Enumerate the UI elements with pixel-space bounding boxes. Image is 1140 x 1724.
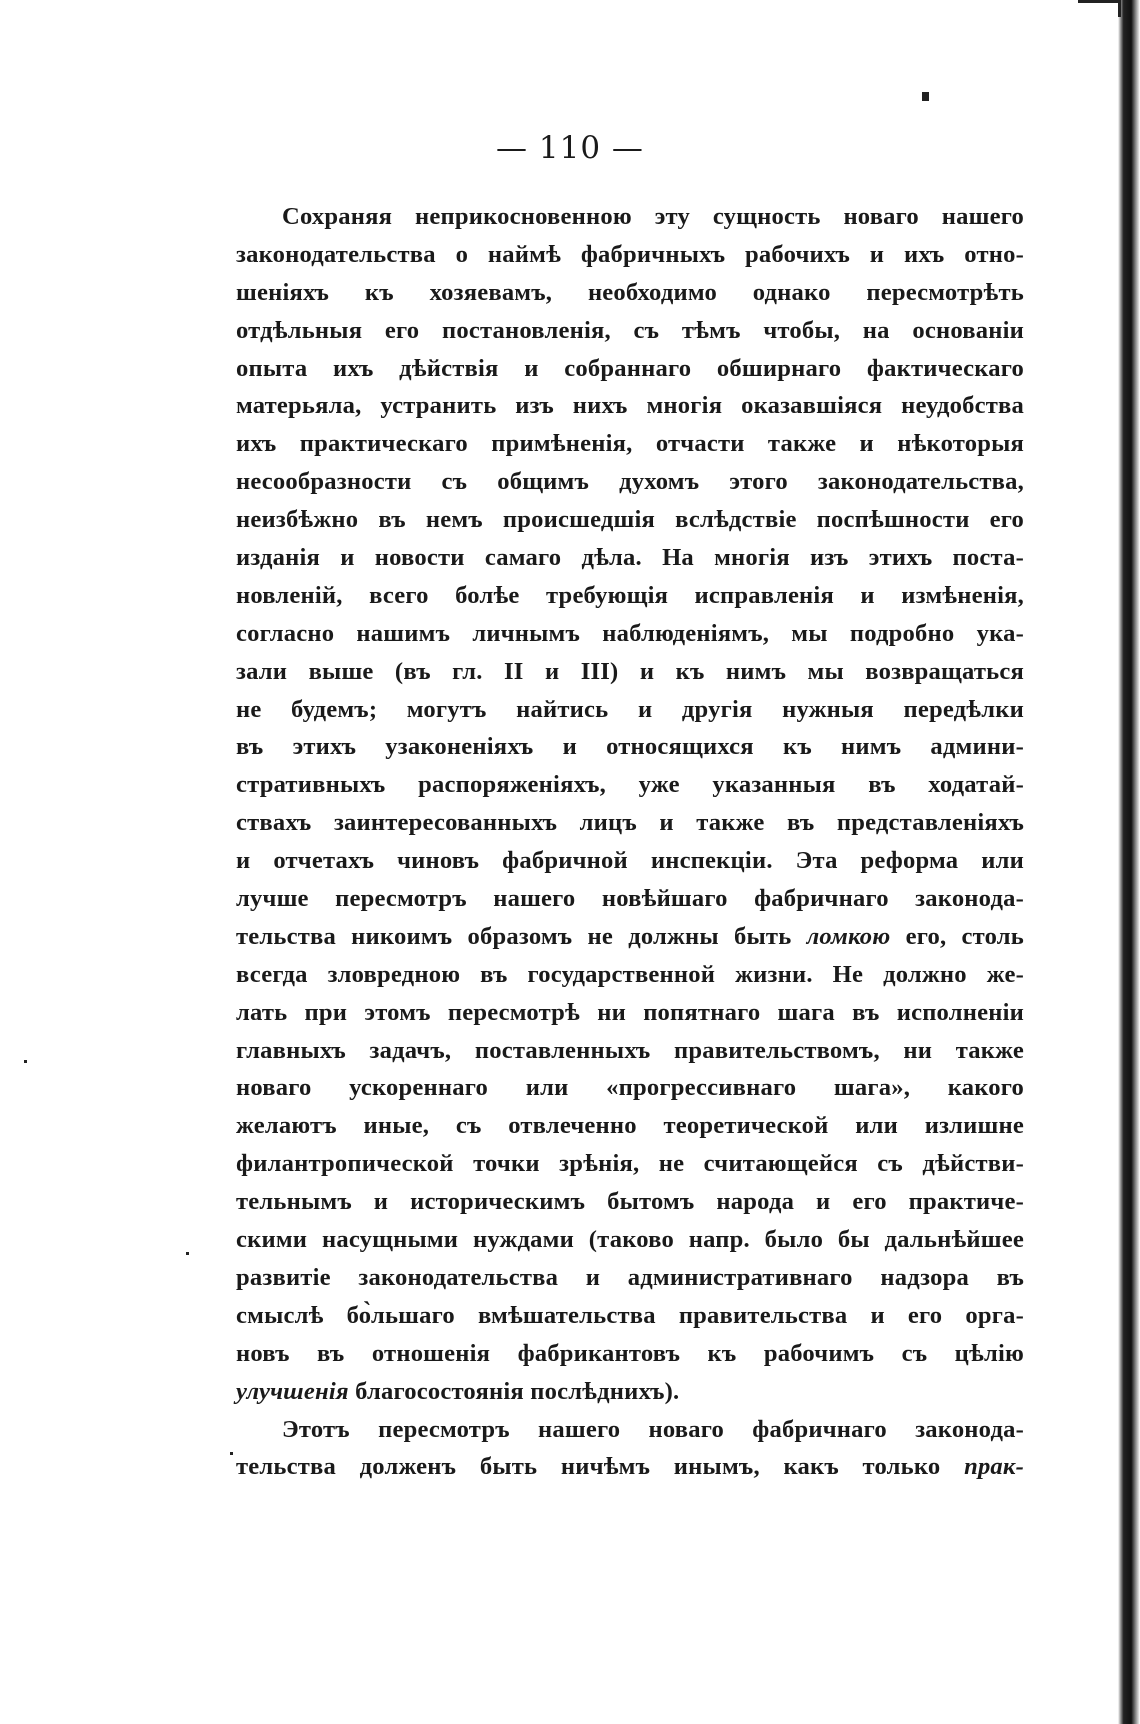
text-line: Сохраняя неприкосновенною эту сущность новаго нашего bbox=[282, 203, 1024, 230]
italic-word: прак- bbox=[964, 1453, 1024, 1481]
text-line: смыслѣ бо̀льшаго вмѣшательства правительства и его орга- bbox=[236, 1301, 1024, 1329]
text-line: новленій, всего болѣе требующія исправленія и измѣненія, bbox=[236, 581, 1024, 609]
text-line: ихъ практическаго примѣненія, отчасти также и нѣкоторыя bbox=[236, 430, 1024, 458]
text-line: новаго ускореннаго или «прогрессивнаго шага», какого bbox=[236, 1074, 1024, 1102]
text-line: лучше пересмотръ нашего новѣйшаго фабричнаго законода- bbox=[236, 885, 1024, 913]
text-line: опыта ихъ дѣйствія и собраннаго обширнаго фактическаго bbox=[236, 354, 1024, 382]
ink-speck bbox=[24, 1060, 27, 1063]
text-line: и отчетахъ чиновъ фабричной инспекціи. Эта реформа или bbox=[236, 847, 1024, 875]
text-line: стративныхъ распоряженіяхъ, уже указанныя въ ходатай- bbox=[236, 771, 1024, 799]
text-line-emphasis bbox=[236, 1373, 1024, 1411]
italic-word: ломкою bbox=[806, 922, 891, 950]
text-line: въ этихъ узаконеніяхъ и относящихся къ нимъ админи- bbox=[236, 733, 1024, 761]
text-line: несообразности съ общимъ духомъ этого законодательства, bbox=[236, 468, 1024, 496]
ink-speck bbox=[922, 92, 929, 101]
page-edge-shadow bbox=[1118, 0, 1140, 1724]
page-corner-mark bbox=[1078, 0, 1121, 17]
text-line: законодательства о наймѣ фабричныхъ рабочихъ и ихъ отно- bbox=[236, 240, 1024, 268]
text-line: согласно нашимъ личнымъ наблюденіямъ, мы подробно ука- bbox=[236, 619, 1024, 647]
text-line: развитіе законодательства и административнаго надзора въ bbox=[236, 1263, 1024, 1291]
text-segment: его, столь bbox=[890, 922, 1024, 950]
text-line: лать при этомъ пересмотрѣ ни попятнаго шага въ исполненіи bbox=[236, 998, 1024, 1026]
text-line: желаютъ иные, съ отвлеченно теоретической или излишне bbox=[236, 1112, 1024, 1140]
text-line-emphasis bbox=[236, 918, 1024, 956]
text-line: зали выше (въ гл. II и III) и къ нимъ мы возвращаться bbox=[236, 657, 1024, 685]
text-line: изданія и новости самаго дѣла. На многія изъ этихъ поста- bbox=[236, 544, 1024, 572]
text-line: тельнымъ и историческимъ бытомъ народа и его практиче- bbox=[236, 1188, 1024, 1216]
text-line: не будемъ; могутъ найтись и другія нужныя передѣлки bbox=[236, 695, 1024, 723]
text-line-emphasis bbox=[236, 1448, 1024, 1486]
italic-word: улучшенія bbox=[236, 1377, 349, 1405]
text-segment: тельства долженъ быть ничѣмъ инымъ, какъ только bbox=[236, 1453, 965, 1481]
text-line: скими насущными нуждами (таково напр. было бы дальнѣйшее bbox=[236, 1226, 1024, 1254]
text-line: ствахъ заинтересованныхъ лицъ и также въ представленіяхъ bbox=[236, 809, 1024, 837]
text-line: филантропической точки зрѣнія, не считающейся съ дѣйстви- bbox=[236, 1150, 1024, 1178]
text-segment: благосостоянія послѣднихъ). bbox=[348, 1377, 680, 1405]
text-line: отдѣльныя его постановленія, съ тѣмъ чтобы, на основаніи bbox=[236, 316, 1024, 344]
ink-speck bbox=[186, 1252, 189, 1255]
text-line: шеніяхъ къ хозяевамъ, необходимо однако пересмотрѣть bbox=[236, 278, 1024, 306]
text-line: новъ въ отношенія фабрикантовъ къ рабочимъ съ цѣлію bbox=[236, 1339, 1024, 1367]
text-line: матерьяла, устранить изъ нихъ многія оказавшіяся неудобства bbox=[236, 392, 1024, 420]
text-line: главныхъ задачъ, поставленныхъ правительствомъ, ни также bbox=[236, 1036, 1024, 1064]
text-line: Этотъ пересмотръ нашего новаго фабричнаго законода- bbox=[282, 1415, 1024, 1443]
text-line: всегда зловредною въ государственной жизни. Не должно же- bbox=[236, 960, 1024, 988]
ink-speck bbox=[230, 1452, 233, 1455]
text-line: неизбѣжно въ немъ происшедшія вслѣдствіе поспѣшности его bbox=[236, 506, 1024, 534]
text-segment: тельства никоимъ образомъ не должны быть bbox=[236, 922, 807, 950]
page-number: — 110 — bbox=[496, 130, 644, 166]
body-text bbox=[236, 198, 1024, 1486]
